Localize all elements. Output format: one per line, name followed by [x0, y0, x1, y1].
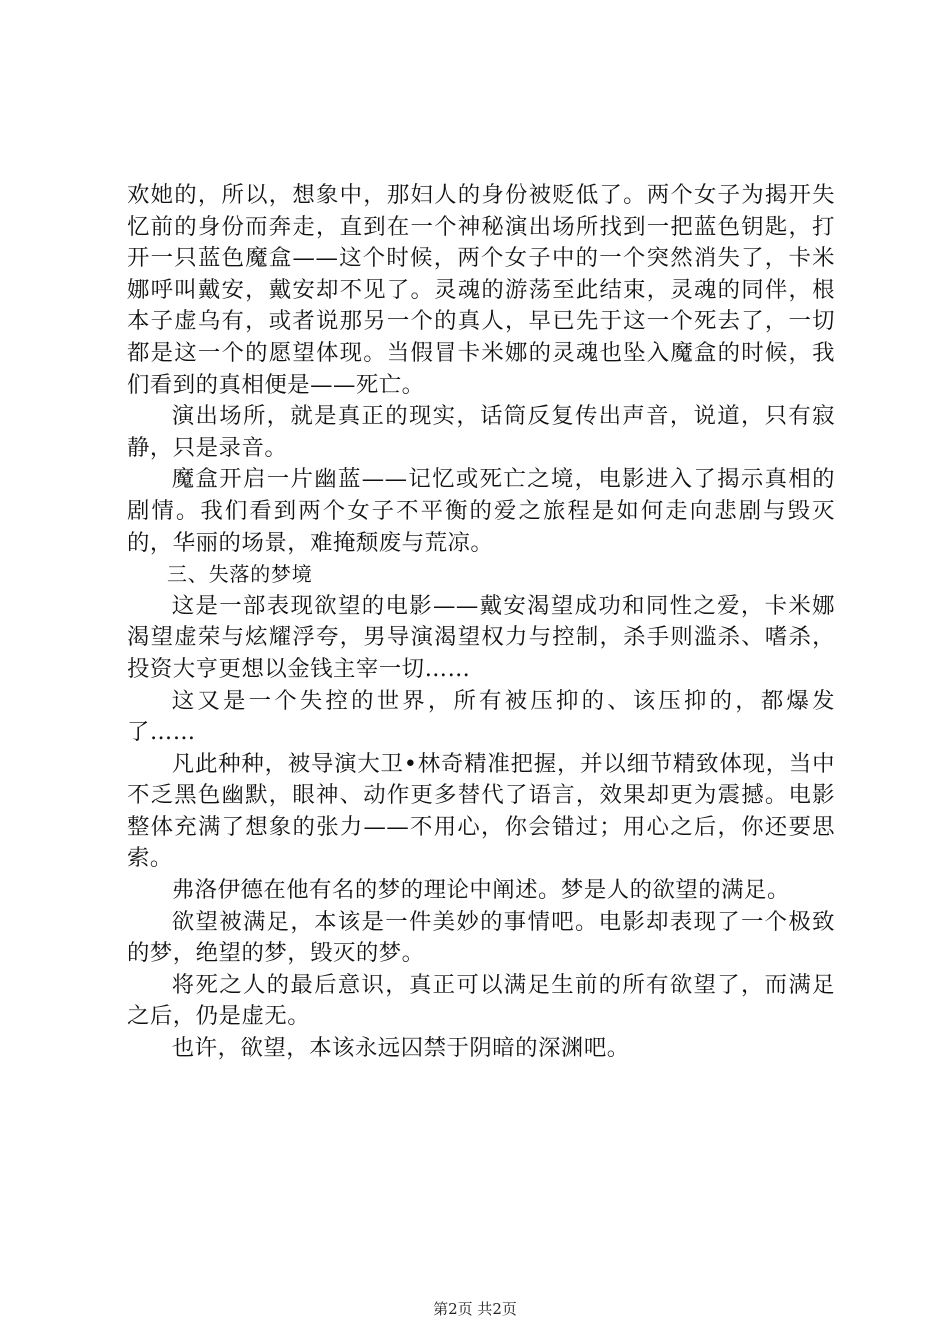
- paragraph-performance-venue: 演出场所，就是真正的现实，话筒反复传出声音，说道，只有寂静，只是录音。: [127, 403, 835, 461]
- paragraph-desire-satisfied: 欲望被满足，本该是一件美妙的事情吧。电影却表现了一个极致的梦，绝望的梦，毁灭的梦。: [127, 908, 835, 967]
- document-body: [127, 180, 835, 1065]
- paragraph-director: 凡此种种，被导演大卫•林奇精准把握，并以细节精致体现，当中不乏黑色幽默，眼神、动作更多替代了语言，效果却更为震撼。电影整体充满了想象的张力——不用心，你会错过；用心之后，你还要思索。: [127, 750, 835, 872]
- paragraph-closing: 也许，欲望，本该永远囚禁于阴暗的深渊吧。: [171, 1035, 630, 1062]
- paragraph-magic-box: 魔盒开启一片幽蓝——记忆或死亡之境，电影进入了揭示真相的剧情。我们看到两个女子不平衡的爱之旅程是如何走向悲剧与毁灭的，华丽的场景，难掩颓废与荒凉。: [127, 466, 835, 556]
- paragraph-dying-consciousness: 将死之人的最后意识，真正可以满足生前的所有欲望了，而满足之后，仍是虚无。: [127, 971, 835, 1030]
- paragraph-freud: 弗洛伊德在他有名的梦的理论中阐述。梦是人的欲望的满足。: [171, 877, 790, 904]
- section-heading: 三、失落的梦境: [167, 562, 313, 587]
- page-number-footer: 第2页 共2页: [433, 1300, 517, 1318]
- paragraph-desire-film: 这是一部表现欲望的电影——戴安渴望成功和同性之爱，卡米娜渴望虚荣与炫耀浮夸，男导演渴望权力与控制，杀手则滥杀、嗜杀，投资大亨更想以金钱主宰一切……: [127, 592, 835, 682]
- paragraph-continuation: 欢她的，所以，想象中，那妇人的身份被贬低了。两个女子为揭开失忆前的身份而奔走，直到在一个神秘演出场所找到一把蓝色钥匙，打开一只蓝色魔盒——这个时候，两个女子中的一个突然消失了，卡米娜呼叫戴安，戴安却不见了。灵魂的游荡至此结束，灵魂的同伴，根本子虚乌有，或者说那另一个的真人，早已先于这一个死去了，一切都是这一个的愿望体现。当假冒卡米娜的灵魂也坠入魔盒的时候，我们看到的真相便是——死亡。: [127, 182, 835, 398]
- paragraph-out-of-control: 这又是一个失控的世界，所有被压抑的、该压抑的，都爆发了……: [127, 687, 835, 746]
